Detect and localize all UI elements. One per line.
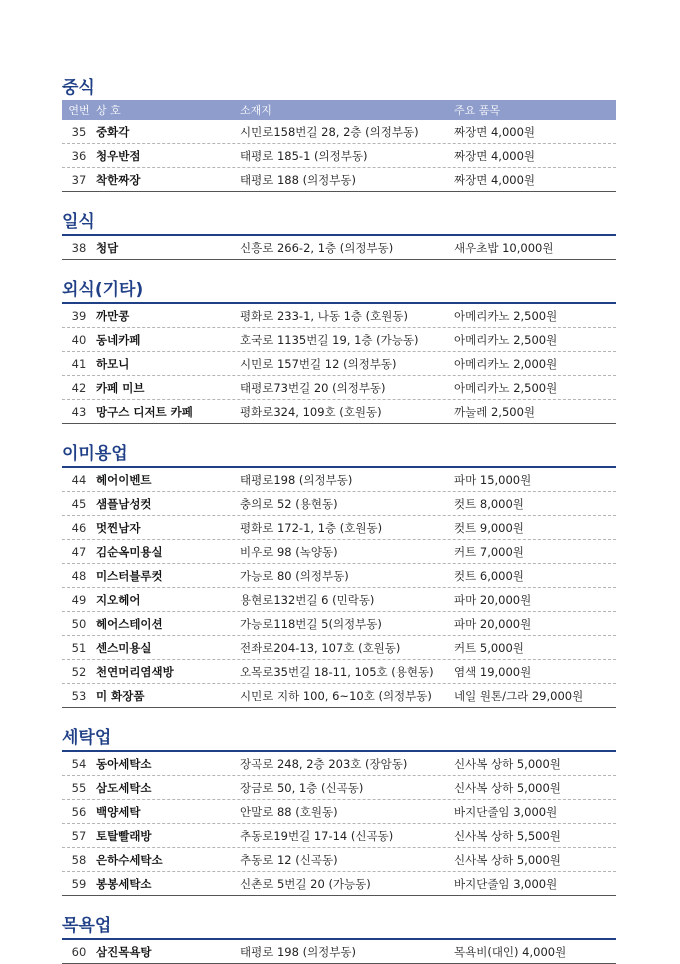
row-number: 39 [71, 308, 87, 323]
table-row [62, 376, 616, 400]
section-title: 목욕업 [62, 916, 112, 936]
store-name: 봉봉세탁소 [96, 876, 152, 891]
row-number: 56 [71, 804, 87, 819]
section-spacer [62, 192, 616, 210]
section-title: 세탁업 [62, 728, 112, 748]
row-number: 43 [71, 404, 87, 419]
store-name: 천연머리염색방 [96, 664, 174, 679]
row-number: 40 [71, 332, 87, 347]
store-name: 청우반점 [96, 148, 141, 163]
header-no: 연번 [68, 104, 90, 117]
table-row [62, 660, 616, 684]
section-title: 외식(기타) [62, 280, 144, 300]
row-number: 57 [71, 828, 87, 843]
table-row [62, 168, 616, 192]
store-name: 카페 미브 [96, 380, 145, 395]
store-list [62, 76, 616, 964]
row-number: 54 [71, 756, 87, 771]
table-row [62, 400, 616, 424]
store-name: 백양세탁 [96, 804, 141, 819]
store-item: 짜장면 4,000원 [454, 172, 536, 187]
store-name: 중화각 [96, 124, 130, 139]
table-row [62, 776, 616, 800]
table-row [62, 684, 616, 708]
store-name: 동아세탁소 [96, 756, 152, 771]
store-item: 짜장면 4,000원 [454, 124, 536, 139]
table-row [62, 752, 616, 776]
section [62, 424, 616, 708]
table-row [62, 824, 616, 848]
section-title: 이미용업 [62, 444, 128, 464]
section [62, 192, 616, 260]
store-item: 신사복 상하 5,000원 [454, 780, 561, 795]
store-address: 전좌로204-13, 107호 (호원동) [240, 640, 401, 655]
store-item: 아메리카노 2,000원 [454, 356, 558, 371]
store-name: 착한짜장 [96, 172, 141, 187]
table-row [62, 492, 616, 516]
store-item: 커트 5,000원 [454, 640, 524, 655]
store-address: 시민로 지하 100, 6~10호 (의정부동) [240, 688, 432, 703]
row-number: 35 [71, 124, 87, 139]
store-name: 헤어이벤트 [96, 472, 152, 487]
store-address: 평화로 233-1, 나동 1층 (호원동) [240, 308, 408, 323]
store-address: 안말로 88 (호원동) [240, 804, 338, 819]
store-item: 새우초밥 10,000원 [454, 240, 554, 255]
store-item: 목욕비(대인) 4,000원 [454, 944, 567, 959]
store-address: 추동로 12 (신곡동) [240, 852, 338, 867]
store-address: 시민로158번길 28, 2층 (의정부동) [240, 124, 419, 139]
header-address: 소재지 [240, 104, 272, 117]
store-item: 아메리카노 2,500원 [454, 308, 558, 323]
row-number: 59 [71, 876, 87, 891]
table-row [62, 120, 616, 144]
row-number: 38 [71, 240, 87, 255]
store-item: 아메리카노 2,500원 [454, 380, 558, 395]
store-address: 태평로 188 (의정부동) [240, 172, 356, 187]
store-address: 태평로73번길 20 (의정부동) [240, 380, 386, 395]
store-address: 오목로35번길 18-11, 105호 (용현동) [240, 664, 434, 679]
store-address: 가능로118번길 5(의정부동) [240, 616, 382, 631]
table-row [62, 940, 616, 964]
section-spacer [62, 260, 616, 278]
store-item: 파마 20,000원 [454, 616, 532, 631]
section [62, 260, 616, 424]
row-number: 52 [71, 664, 87, 679]
table-row [62, 352, 616, 376]
store-item: 컷트 6,000원 [454, 568, 524, 583]
store-address: 신흥로 266-2, 1층 (의정부동) [240, 240, 394, 255]
store-address: 신촌로 5번길 20 (가능동) [240, 876, 371, 891]
store-item: 까눌레 2,500원 [454, 404, 536, 419]
row-number: 47 [71, 544, 87, 559]
table-row [62, 516, 616, 540]
store-item: 아메리카노 2,500원 [454, 332, 558, 347]
section-title: 일식 [62, 212, 95, 232]
table-row [62, 564, 616, 588]
store-name: 삼진목욕탕 [96, 944, 152, 959]
store-name: 센스미용실 [96, 640, 152, 655]
row-number: 51 [71, 640, 87, 655]
section [62, 896, 616, 964]
section [62, 76, 616, 192]
store-item: 네일 원톤/그라 29,000원 [454, 688, 584, 703]
store-address: 태평로 185-1 (의정부동) [240, 148, 368, 163]
table-row [62, 636, 616, 660]
store-name: 토탈빨래방 [96, 828, 152, 843]
store-address: 태평로 198 (의정부동) [240, 944, 356, 959]
row-number: 36 [71, 148, 87, 163]
store-item: 파마 15,000원 [454, 472, 532, 487]
row-number: 49 [71, 592, 87, 607]
store-name: 샘플남성컷 [96, 496, 152, 511]
row-number: 58 [71, 852, 87, 867]
store-item: 커트 7,000원 [454, 544, 524, 559]
store-item: 바지단줄임 3,000원 [454, 804, 558, 819]
store-item: 염색 19,000원 [454, 664, 532, 679]
store-address: 비우로 98 (녹양동) [240, 544, 338, 559]
table-row [62, 236, 616, 260]
store-name: 은하수세탁소 [96, 852, 163, 867]
store-name: 하모니 [96, 356, 130, 371]
store-name: 멋찐남자 [96, 520, 141, 535]
row-number: 37 [71, 172, 87, 187]
store-address: 평화로324, 109호 (호원동) [240, 404, 382, 419]
table-row [62, 872, 616, 896]
store-address: 태평로198 (의정부동) [240, 472, 353, 487]
store-name: 헤어스테이션 [96, 616, 163, 631]
section-title: 중식 [62, 78, 95, 98]
table-row [62, 328, 616, 352]
row-number: 55 [71, 780, 87, 795]
row-number: 45 [71, 496, 87, 511]
row-number: 41 [71, 356, 87, 371]
store-name: 까만콩 [96, 308, 130, 323]
store-address: 용현로132번길 6 (민락동) [240, 592, 375, 607]
store-item: 컷트 9,000원 [454, 520, 524, 535]
store-address: 추동로19번길 17-14 (신곡동) [240, 828, 394, 843]
table-header [62, 100, 616, 120]
store-address: 호국로 1135번길 19, 1층 (가능동) [240, 332, 419, 347]
row-number: 42 [71, 380, 87, 395]
store-address: 가능로 80 (의정부동) [240, 568, 349, 583]
store-item: 짜장면 4,000원 [454, 148, 536, 163]
store-item: 신사복 상하 5,000원 [454, 756, 561, 771]
section-spacer [62, 708, 616, 726]
row-number: 50 [71, 616, 87, 631]
table-row [62, 144, 616, 168]
table-row [62, 468, 616, 492]
store-item: 신사복 상하 5,000원 [454, 852, 561, 867]
store-address: 충의로 52 (용현동) [240, 496, 338, 511]
table-row [62, 800, 616, 824]
table-row [62, 612, 616, 636]
header-item: 주요 품목 [454, 104, 501, 117]
row-number: 48 [71, 568, 87, 583]
store-item: 파마 20,000원 [454, 592, 532, 607]
store-address: 평화로 172-1, 1층 (호원동) [240, 520, 383, 535]
store-item: 컷트 8,000원 [454, 496, 524, 511]
table-row [62, 848, 616, 872]
row-number: 60 [71, 944, 87, 959]
store-name: 망구스 디저트 카페 [96, 404, 193, 419]
section-spacer [62, 896, 616, 914]
store-name: 미 화장품 [96, 688, 145, 703]
table-row [62, 588, 616, 612]
row-number: 46 [71, 520, 87, 535]
store-item: 신사복 상하 5,500원 [454, 828, 561, 843]
store-name: 청담 [96, 240, 119, 255]
store-name: 삼도세탁소 [96, 780, 152, 795]
store-name: 지오헤어 [96, 592, 141, 607]
store-address: 장금로 50, 1층 (신곡동) [240, 780, 364, 795]
table-row [62, 540, 616, 564]
section-spacer [62, 424, 616, 442]
store-name: 김순옥미용실 [96, 544, 163, 559]
header-name: 상 호 [96, 104, 121, 117]
store-address: 장곡로 248, 2층 203호 (장암동) [240, 756, 408, 771]
section [62, 708, 616, 896]
store-item: 바지단줄임 3,000원 [454, 876, 558, 891]
store-name: 미스터블루컷 [96, 568, 163, 583]
store-address: 시민로 157번길 12 (의정부동) [240, 356, 397, 371]
store-name: 동네카페 [96, 332, 141, 347]
row-number: 53 [71, 688, 87, 703]
row-number: 44 [71, 472, 87, 487]
table-row [62, 304, 616, 328]
